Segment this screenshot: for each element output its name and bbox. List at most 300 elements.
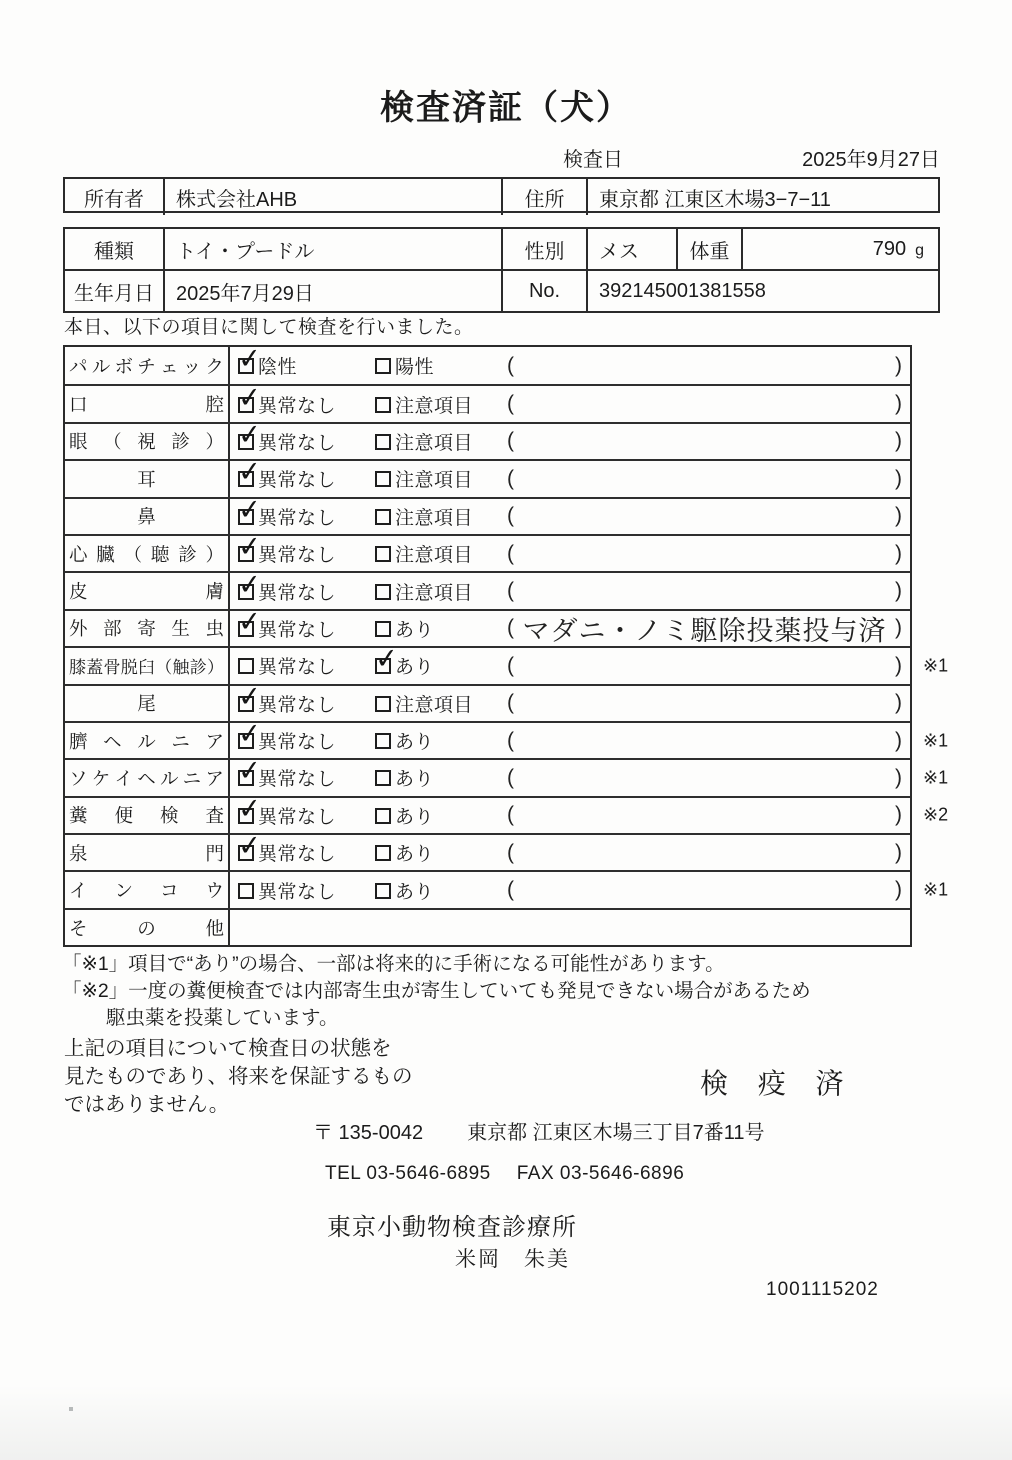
checklist-table	[63, 342, 949, 947]
checkbox-unchecked	[375, 358, 391, 374]
option	[375, 727, 507, 754]
contact-line	[325, 1163, 684, 1185]
birth-label: 生年月日	[65, 271, 165, 311]
option	[236, 792, 375, 829]
item-label-char: ア	[205, 730, 224, 752]
option	[375, 877, 507, 904]
checklist-row	[65, 870, 949, 907]
paren-close: )	[895, 392, 902, 416]
checkbox-checked	[373, 642, 400, 676]
option	[375, 391, 507, 418]
option	[238, 877, 375, 904]
check-icon: ✓	[236, 605, 263, 638]
option	[375, 690, 507, 717]
remark-field	[507, 878, 910, 902]
item-label-char: 他	[205, 917, 224, 939]
checklist-row	[65, 717, 949, 758]
paren-open: (	[507, 653, 514, 677]
option-label: あり	[395, 732, 435, 754]
item-label-char: 耳	[137, 468, 156, 490]
option-label: 注意項目	[395, 432, 474, 454]
item-content	[230, 455, 910, 496]
note-reference: ※1	[923, 879, 949, 900]
breed-label: 種類	[65, 229, 165, 269]
check-icon: ✓	[236, 418, 263, 451]
checkbox-checked	[236, 418, 263, 451]
checkbox-checked	[236, 530, 263, 563]
option	[373, 642, 507, 679]
no-value: 392145001381558	[599, 279, 766, 302]
scan-speck	[69, 1407, 73, 1411]
check-icon: ✓	[236, 492, 263, 526]
option	[375, 428, 507, 455]
remark-field	[507, 354, 910, 378]
paren-close: )	[895, 691, 902, 715]
option-label: あり	[395, 657, 435, 679]
option	[375, 540, 507, 567]
item-label-char: ニ	[182, 767, 202, 789]
birth-row	[65, 269, 938, 311]
item-label-char: チ	[137, 355, 156, 377]
option-label: 異常なし	[258, 881, 337, 903]
checkbox-unchecked	[375, 733, 391, 749]
option	[238, 652, 375, 679]
item-label	[65, 347, 230, 384]
item-label-char: ）	[205, 543, 224, 565]
item-label-char: コ	[159, 880, 179, 902]
option	[236, 455, 375, 492]
paren-open: (	[507, 541, 514, 565]
remark-value: マダニ・ノミ駆除投薬投与済	[522, 615, 887, 646]
item-label	[65, 573, 230, 608]
paren-open: (	[507, 765, 514, 789]
inspection-date-value: 2025年9月27日	[802, 149, 940, 171]
item-label-char: パ	[69, 355, 88, 377]
remark-field	[507, 729, 910, 753]
item-label-char: の	[137, 917, 156, 939]
remark-field	[507, 467, 910, 491]
item-label-char: ボ	[114, 355, 133, 377]
item-label-char: 検	[159, 805, 179, 827]
disclaimer	[64, 1035, 413, 1119]
checkbox-checked	[236, 754, 263, 788]
option	[236, 530, 375, 567]
checkbox-unchecked	[375, 546, 391, 562]
item-label-char: 部	[103, 618, 122, 640]
footnote-2: 「※2」一度の糞便検査では内部寄生虫が寄生していても発見できない場合があるため	[62, 980, 811, 1002]
item-label-char: （	[123, 543, 143, 565]
checkbox-unchecked	[375, 434, 391, 450]
option	[236, 605, 375, 642]
item-label	[65, 461, 230, 496]
option	[375, 764, 507, 791]
item-label	[65, 798, 230, 833]
option-label: 異常なし	[258, 806, 337, 828]
paren-close: )	[895, 878, 902, 902]
checkbox-unchecked	[238, 658, 254, 674]
option-label: 異常なし	[258, 432, 337, 454]
item-label-char: 泉	[69, 842, 88, 864]
footnotes	[62, 951, 811, 1032]
option	[236, 418, 375, 455]
weight-value	[743, 229, 938, 269]
item-label	[65, 424, 230, 459]
paren-open: (	[507, 691, 514, 715]
paren-close: )	[895, 765, 902, 789]
item-label-char: 臓	[96, 543, 115, 565]
checklist-row	[65, 418, 910, 459]
paren-open: (	[507, 353, 514, 377]
fax: FAX 03-5646-6896	[516, 1163, 685, 1184]
item-content	[230, 492, 910, 534]
item-label-char: そ	[69, 917, 88, 939]
item-content	[230, 567, 910, 608]
intro-text: 本日、以下の項目に関して検査を行いました。	[64, 317, 474, 338]
option	[236, 492, 375, 530]
page-title: 検査済証（犬）	[380, 89, 632, 127]
note-reference: ※1	[923, 655, 949, 676]
inspector-name: 米岡 朱美	[455, 1248, 570, 1271]
birth-value: 2025年7月29日	[165, 271, 503, 311]
item-label-char: ル	[159, 767, 179, 789]
check-icon: ✓	[236, 829, 263, 863]
breed-value: トイ・プードル	[165, 229, 503, 269]
option-label: 異常なし	[258, 732, 337, 754]
weight-unit: g	[915, 241, 924, 259]
option-label: 異常なし	[258, 507, 337, 529]
paren-open: (	[507, 579, 514, 603]
option	[375, 839, 507, 866]
paren-open: (	[507, 616, 514, 640]
address-value: 東京都 江東区木場3−7−11	[599, 188, 831, 211]
tel: TEL 03-5646-6895	[325, 1163, 491, 1184]
paren-close: )	[895, 579, 902, 603]
item-label-char: （	[103, 431, 122, 453]
item-label-char: 腔	[205, 394, 224, 416]
clinic-name: 東京小動物検査診療所	[327, 1214, 577, 1241]
item-label	[65, 910, 230, 945]
option-label: 注意項目	[395, 507, 474, 529]
checklist-row	[65, 754, 949, 795]
item-label-char: 虫	[205, 618, 224, 640]
check-icon: ✓	[236, 342, 263, 375]
paren-open: (	[507, 466, 514, 490]
checklist-row	[65, 605, 910, 646]
item-label-char: ニ	[171, 730, 190, 752]
option	[236, 380, 375, 418]
checklist-row	[65, 567, 910, 608]
option-label: 注意項目	[395, 395, 474, 417]
paren-open: (	[507, 429, 514, 453]
checklist-row	[65, 908, 910, 945]
checkbox-unchecked	[375, 845, 391, 861]
checkbox-checked	[236, 679, 263, 713]
checkbox-unchecked	[375, 883, 391, 899]
remark-field	[507, 691, 910, 715]
option	[236, 567, 375, 605]
remark-field	[507, 429, 910, 453]
breed-row	[65, 229, 938, 269]
quarantine-stamp: 検 疫 済	[700, 1068, 855, 1099]
check-icon: ✓	[236, 717, 263, 750]
note-reference: ※1	[923, 730, 949, 751]
item-content	[230, 605, 910, 646]
item-label-char: イ	[114, 767, 133, 789]
option	[375, 802, 507, 829]
checklist-row	[65, 792, 949, 833]
item-label-char: 皮	[69, 581, 88, 603]
paren-close: )	[895, 429, 902, 453]
item-label-char: ヘ	[103, 730, 122, 752]
item-label-char: ル	[137, 730, 156, 752]
check-icon: ✓	[373, 642, 400, 676]
checklist-row	[65, 530, 910, 571]
option-label: 異常なし	[258, 545, 337, 567]
option	[236, 754, 375, 791]
sex-value: メス	[588, 229, 678, 269]
checkbox-checked	[236, 342, 263, 375]
checkbox-checked	[236, 829, 263, 863]
item-label-char: 脱	[120, 658, 138, 678]
checkbox-unchecked	[375, 696, 391, 712]
item-label-char: 蓋	[86, 658, 104, 678]
item-label	[65, 686, 230, 721]
paren-open: (	[507, 392, 514, 416]
option-label: あり	[395, 619, 435, 641]
paren-close: )	[895, 541, 902, 565]
option	[375, 578, 507, 605]
checkbox-unchecked	[375, 397, 391, 413]
option-label: あり	[395, 881, 435, 903]
item-label-char: イ	[69, 880, 88, 902]
item-label	[65, 648, 230, 683]
checkbox-unchecked	[375, 584, 391, 600]
serial-number: 1001115202	[766, 1279, 879, 1300]
item-label	[65, 499, 230, 534]
postal-code: 〒 135-0042	[313, 1122, 424, 1144]
item-label	[65, 835, 230, 870]
option	[236, 342, 375, 379]
item-label-char: ヘ	[137, 767, 156, 789]
item-label-char: 口	[69, 394, 88, 416]
option-label: あり	[395, 806, 435, 828]
checkbox-checked	[236, 605, 263, 638]
item-label-char: 生	[171, 618, 190, 640]
item-content	[230, 642, 910, 683]
item-label-char: （	[155, 658, 173, 678]
note-reference: ※1	[923, 767, 949, 788]
option	[236, 679, 375, 717]
item-label-char: 診	[178, 543, 197, 565]
item-label-char: 診	[171, 431, 190, 453]
remark-field	[507, 504, 910, 528]
inspection-date-label: 検査日	[563, 149, 623, 171]
paren-close: )	[895, 840, 902, 864]
checkbox-unchecked	[375, 471, 391, 487]
item-content	[230, 754, 910, 795]
remark-field	[507, 803, 910, 827]
remark-field	[507, 609, 910, 648]
checklist-row	[65, 679, 910, 721]
item-label-char: ッ	[182, 355, 202, 377]
checkbox-unchecked	[375, 770, 391, 786]
option-label: 異常なし	[258, 694, 337, 716]
item-label-char: 触	[172, 658, 190, 678]
item-label	[65, 536, 230, 571]
paren-close: )	[895, 803, 902, 827]
checklist-row	[65, 492, 910, 534]
option-label: 注意項目	[395, 582, 474, 604]
option	[375, 352, 507, 379]
item-content	[230, 910, 910, 945]
item-label	[65, 760, 230, 795]
item-label-char: 便	[114, 805, 133, 827]
no-label: No.	[503, 271, 588, 311]
owner-label: 所有者	[65, 179, 165, 215]
paren-close: )	[895, 653, 902, 677]
item-content	[230, 679, 910, 721]
item-label-char: 診	[189, 658, 207, 678]
item-label-char: 門	[205, 842, 224, 864]
checkbox-unchecked	[375, 808, 391, 824]
item-content	[230, 342, 910, 384]
checklist-row	[65, 642, 949, 683]
address-label: 住所	[503, 179, 588, 215]
item-label-char: ン	[114, 880, 133, 902]
footnote-2-cont: 駆虫薬を投薬しています。	[106, 1007, 339, 1029]
item-label-char: 膚	[205, 581, 224, 603]
checkbox-checked	[236, 567, 263, 601]
checklist-row	[65, 380, 910, 421]
option-label: 異常なし	[258, 470, 337, 492]
item-label-char: ア	[205, 767, 224, 789]
checklist-row	[65, 342, 910, 384]
item-label	[65, 723, 230, 758]
checkbox-unchecked	[375, 509, 391, 525]
item-label	[65, 611, 230, 646]
item-label	[65, 386, 230, 421]
check-icon: ✓	[236, 567, 263, 601]
option-label: 注意項目	[395, 694, 474, 716]
item-label-char: 眼	[69, 431, 88, 453]
check-icon: ✓	[236, 530, 263, 563]
item-content	[230, 418, 910, 459]
item-label-char: 査	[205, 805, 224, 827]
item-label	[65, 872, 230, 907]
item-content	[230, 530, 910, 571]
checkbox-checked	[236, 380, 263, 414]
checkbox-checked	[236, 792, 263, 825]
option-label: 陽性	[395, 357, 435, 379]
option-label: 異常なし	[258, 657, 337, 679]
paren-open: (	[507, 840, 514, 864]
item-label-char: ウ	[205, 880, 224, 902]
item-label-char: ケ	[91, 767, 111, 789]
owner-row	[65, 179, 938, 215]
weight-number: 790	[872, 237, 907, 260]
item-content	[230, 872, 910, 907]
check-icon: ✓	[236, 679, 263, 713]
pet-table	[63, 227, 940, 313]
item-content	[230, 380, 910, 421]
check-icon: ✓	[236, 792, 263, 825]
remark-field	[507, 542, 910, 566]
item-label-char: ル	[91, 355, 111, 377]
paren-open: (	[507, 803, 514, 827]
item-content	[230, 717, 910, 758]
option-label: 異常なし	[258, 769, 337, 791]
option-label: 異常なし	[258, 619, 337, 641]
item-label-char: 臼	[138, 658, 155, 678]
paren-open: (	[507, 504, 514, 528]
checkbox-checked	[236, 492, 263, 526]
item-label-char: 臍	[69, 730, 88, 752]
option-label: あり	[395, 844, 435, 866]
option-label: 異常なし	[258, 395, 337, 417]
option	[236, 717, 375, 754]
item-label-char: 心	[69, 543, 88, 565]
paren-close: )	[895, 504, 902, 528]
paren-close: )	[895, 353, 902, 377]
checklist-row	[65, 455, 910, 496]
item-label-char: 鼻	[137, 506, 156, 528]
option	[375, 615, 507, 642]
check-icon: ✓	[236, 455, 263, 489]
item-content	[230, 829, 910, 870]
option	[375, 465, 507, 492]
item-label-char: 尾	[137, 693, 156, 715]
option-label: 陰性	[258, 357, 298, 379]
check-icon: ✓	[236, 754, 263, 788]
checklist-row	[65, 829, 910, 870]
item-label-char: ）	[207, 658, 224, 678]
paren-open: (	[507, 728, 514, 752]
checkbox-unchecked	[238, 883, 254, 899]
clinic-address: 東京都 江東区木場三丁目7番11号	[467, 1122, 765, 1144]
paren-close: )	[895, 466, 902, 490]
paren-open: (	[507, 878, 514, 902]
remark-field	[507, 392, 910, 416]
checkbox-unchecked	[375, 621, 391, 637]
item-label-char: 糞	[69, 805, 88, 827]
disclaimer-line: ではありません。	[64, 1093, 230, 1116]
checkbox-checked	[236, 717, 263, 750]
option	[375, 503, 507, 530]
remark-field	[507, 841, 910, 865]
item-label-char: ソ	[69, 767, 88, 789]
disclaimer-line: 見たものであり、将来を保証するもの	[64, 1065, 413, 1088]
owner-table	[63, 177, 940, 213]
sex-label: 性別	[503, 229, 588, 269]
option	[236, 829, 375, 866]
weight-label: 体重	[678, 229, 743, 269]
remark-field	[507, 654, 910, 678]
check-icon: ✓	[236, 380, 263, 414]
owner-value: 株式会社AHB	[165, 179, 503, 215]
item-content	[230, 792, 910, 833]
item-label-char: ）	[205, 431, 224, 453]
paren-close: )	[895, 728, 902, 752]
item-label-char: ェ	[159, 355, 179, 377]
item-label-char: 聴	[150, 543, 170, 565]
option-label: 異常なし	[258, 844, 337, 866]
remark-field	[507, 579, 910, 603]
item-label-char: 膝	[69, 658, 86, 678]
paren-close: )	[895, 616, 902, 640]
note-reference: ※2	[923, 804, 949, 825]
remark-field	[507, 766, 910, 790]
item-label-char: ク	[205, 355, 224, 377]
